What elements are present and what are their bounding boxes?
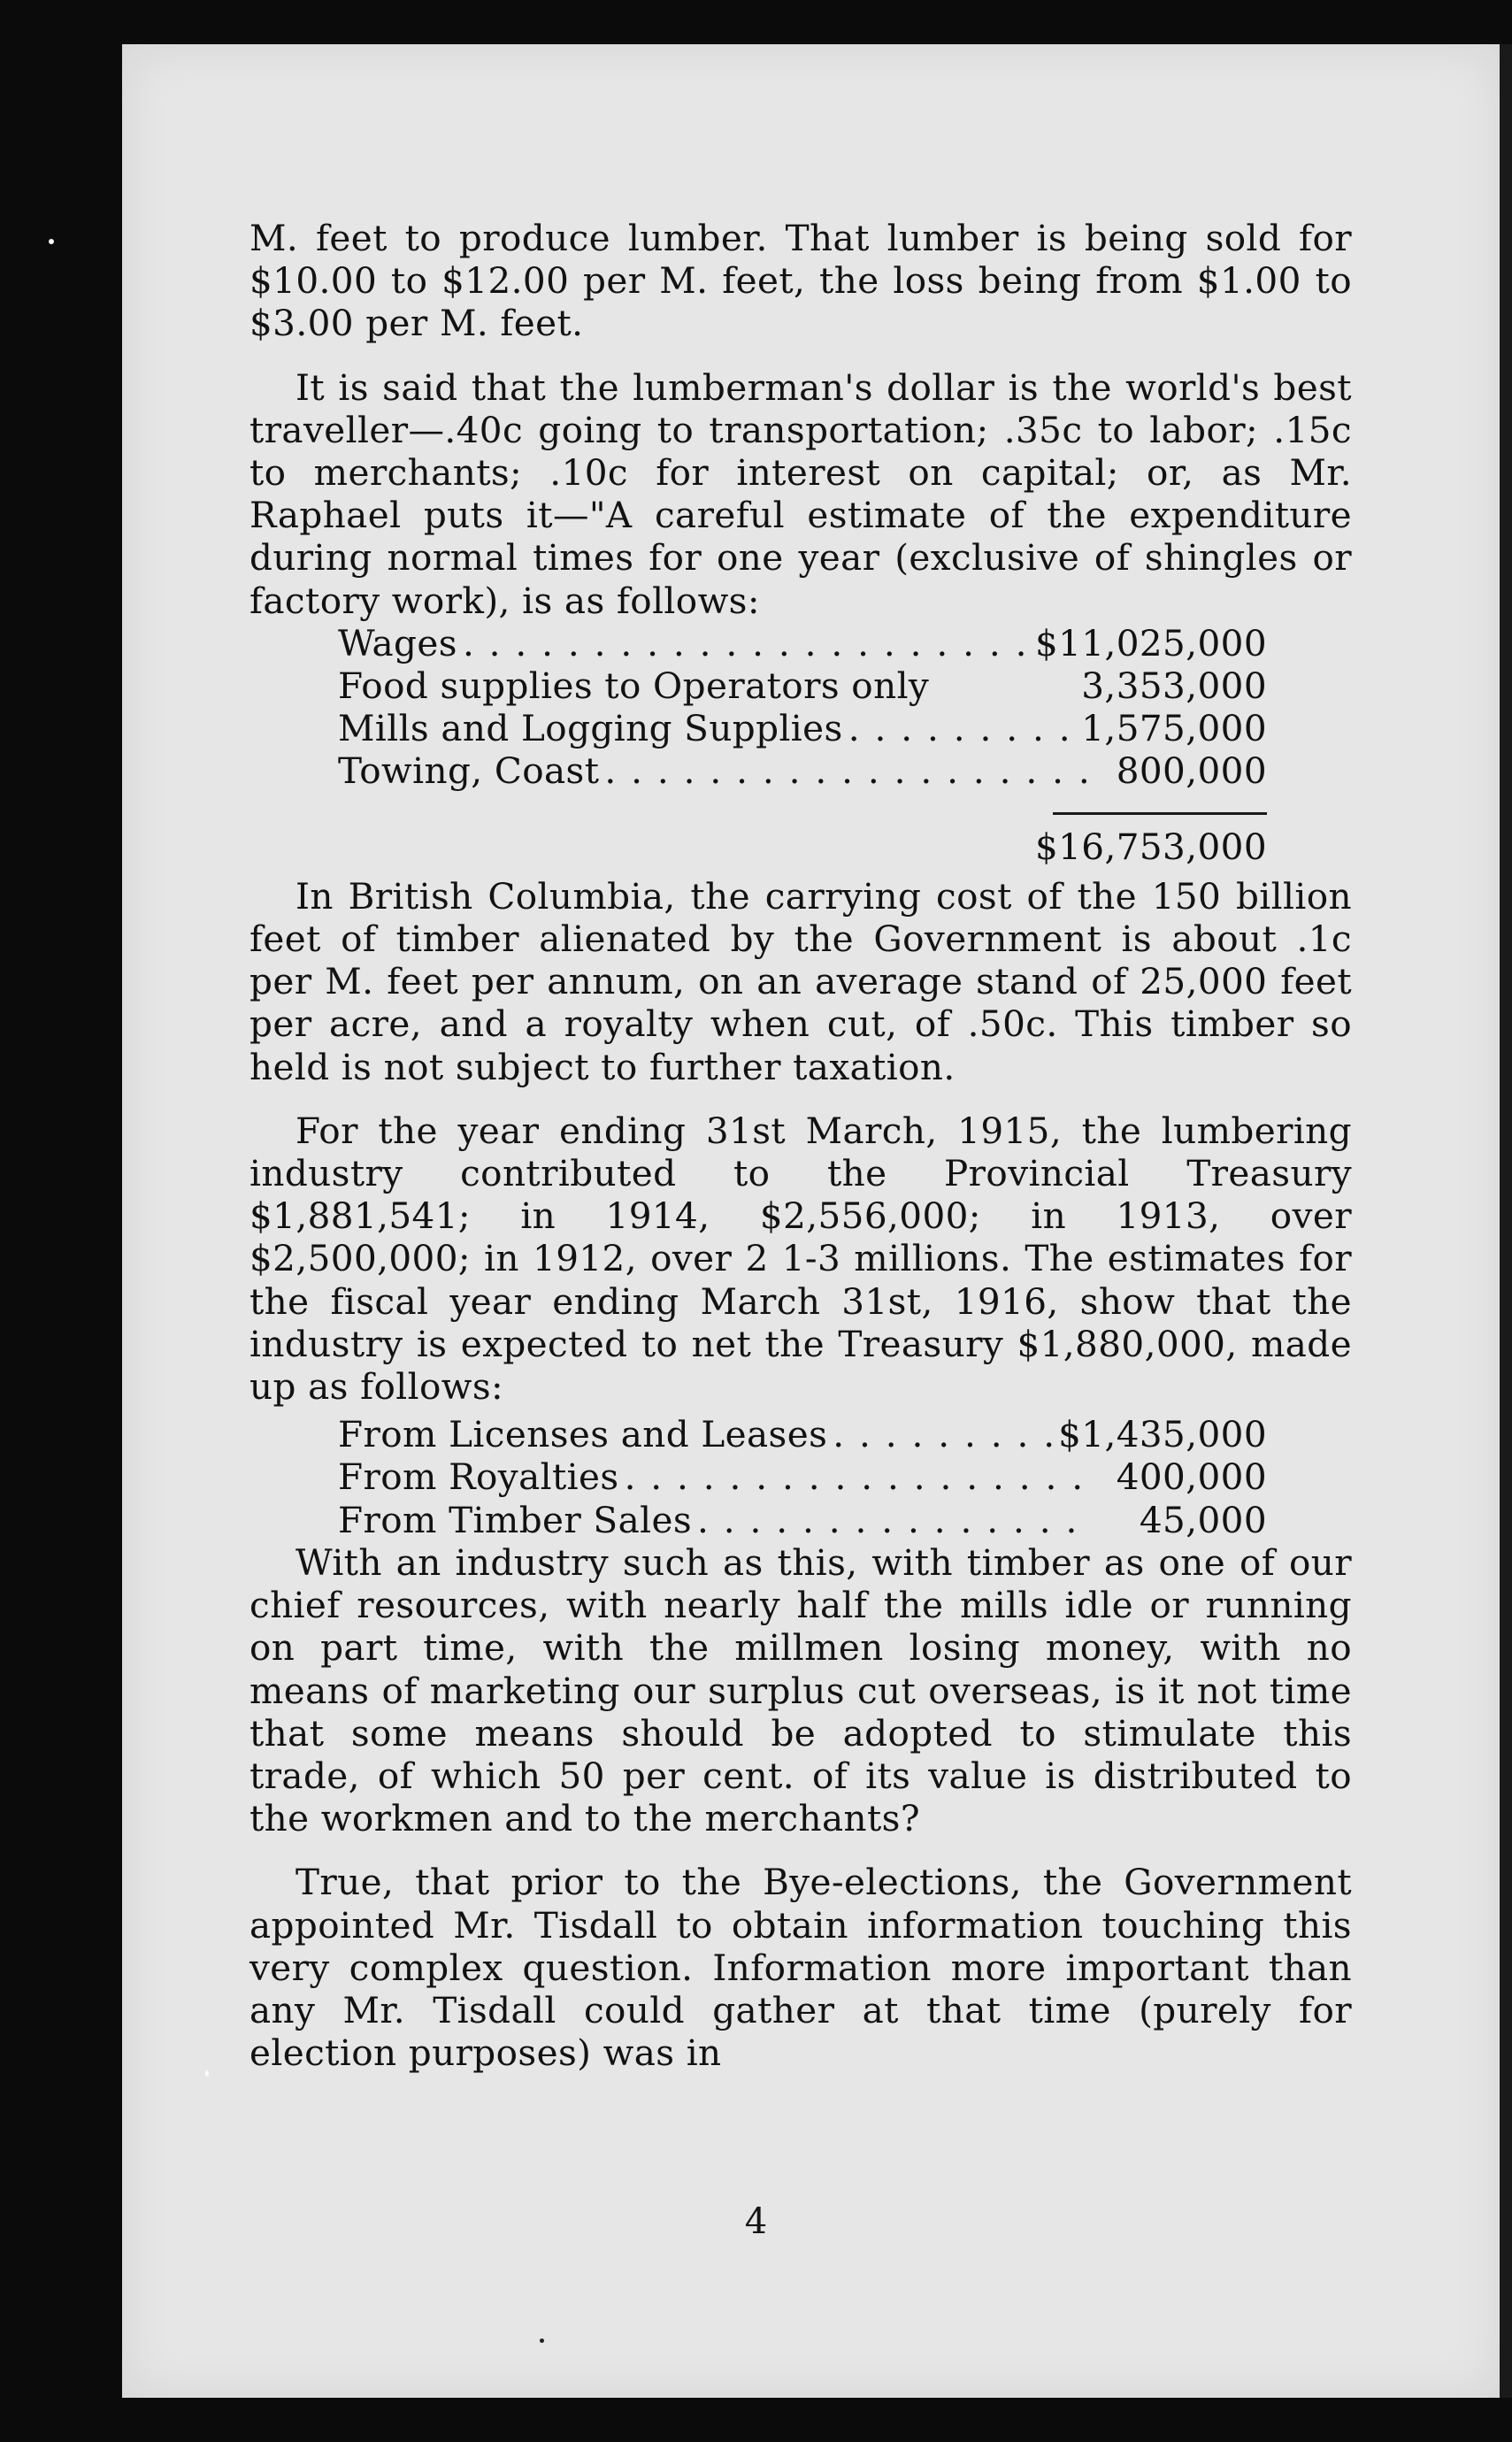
row-label: Food supplies to Operators only: [338, 664, 930, 708]
row-amount: 45,000: [1139, 1498, 1267, 1541]
leader-dots: [697, 1499, 1094, 1541]
paragraph-4: For the year ending 31st March, 1915, the lumbering industry contributed to the Provincial Treasury $1,881,541; in 1914, $2,556,000; in 1913, over $2,500,000; in 1912, over 2 1-3 millions. The estimates for the fiscal year ending March 31st, 1916, show that the industry is expected to net the Treasury $1,880,000, made up as follows:: [249, 1109, 1352, 1409]
row-amount: $11,025,000: [1034, 621, 1267, 664]
leader-dots: [833, 1413, 1053, 1455]
row-amount: 3,353,000: [1081, 664, 1267, 708]
row-label: Towing, Coast: [338, 749, 600, 793]
paragraph-5: With an industry such as this, with timber as one of our chief resources, with nearly half the mills idle or running on part time, with the millmen losing money, with no means of marketing our surplus cut overseas, is it not time that some means should be adopted to stimulate this trade, of which 50 per cent. of its value is distributed to the workmen and to the merchants?: [249, 1540, 1352, 1840]
row-label: From Licenses and Leases: [338, 1413, 828, 1456]
total-rule: [1053, 812, 1267, 815]
treasury-row: [338, 1499, 1267, 1541]
expenditure-row: [338, 664, 1267, 707]
scan-speck: [205, 2070, 209, 2077]
expenditure-total: $16,753,000: [1034, 825, 1267, 868]
page-edge-shadow: [1500, 44, 1512, 2398]
scan-speck: [49, 239, 54, 244]
row-amount: 400,000: [1116, 1455, 1267, 1499]
expenditure-table: [338, 622, 1267, 868]
treasury-table: [338, 1413, 1267, 1541]
leader-dots: [604, 749, 1094, 792]
row-label: Wages: [338, 621, 457, 664]
row-amount: $1,435,000: [1058, 1413, 1267, 1456]
paragraph-2: It is said that the lumberman's dollar is the world's best traveller—.40c going to transportation; .35c to labor; .15c to merchants; .10c for interest on capital; or, as Mr. Raphael puts it—"A careful estimate of the expenditure during normal times for one year (exclusive of shingles or factory work), is as follows:: [249, 365, 1352, 622]
row-amount: 1,575,000: [1081, 707, 1267, 750]
scan-speck: [540, 2338, 544, 2343]
leader-dots: [463, 622, 1030, 664]
row-label: From Timber Sales: [338, 1498, 693, 1541]
body-text: [249, 217, 1352, 2074]
treasury-row: [338, 1413, 1267, 1455]
page-number: 4: [744, 2201, 768, 2242]
leader-dots: [625, 1455, 1094, 1498]
treasury-row: [338, 1455, 1267, 1498]
paragraph-1: M. feet to produce lumber. That lumber is being sold for $10.00 to $12.00 per M. feet, the loss being from $1.00 to $3.00 per M. feet.: [249, 217, 1352, 345]
expenditure-row: [338, 622, 1267, 664]
paragraph-3: In British Columbia, the carrying cost of the 150 billion feet of timber alienated by the Government is about .1c per M. feet per annum, on an average stand of 25,000 feet per acre, and a royalty when cut, of .50c. This timber so held is not subject to further taxation.: [249, 874, 1352, 1088]
row-amount: 800,000: [1116, 749, 1267, 793]
row-label: Mills and Logging Supplies: [338, 707, 843, 750]
paragraph-6: True, that prior to the Bye-elections, the Government appointed Mr. Tisdall to obtain information touching this very complex question. Information more important than any Mr. Tisdall could gather at that time (purely for election purposes) was in: [249, 1861, 1352, 2075]
expenditure-row: [338, 749, 1267, 792]
row-label: From Royalties: [338, 1455, 619, 1499]
expenditure-row: [338, 707, 1267, 749]
leader-dots: [848, 707, 1077, 749]
